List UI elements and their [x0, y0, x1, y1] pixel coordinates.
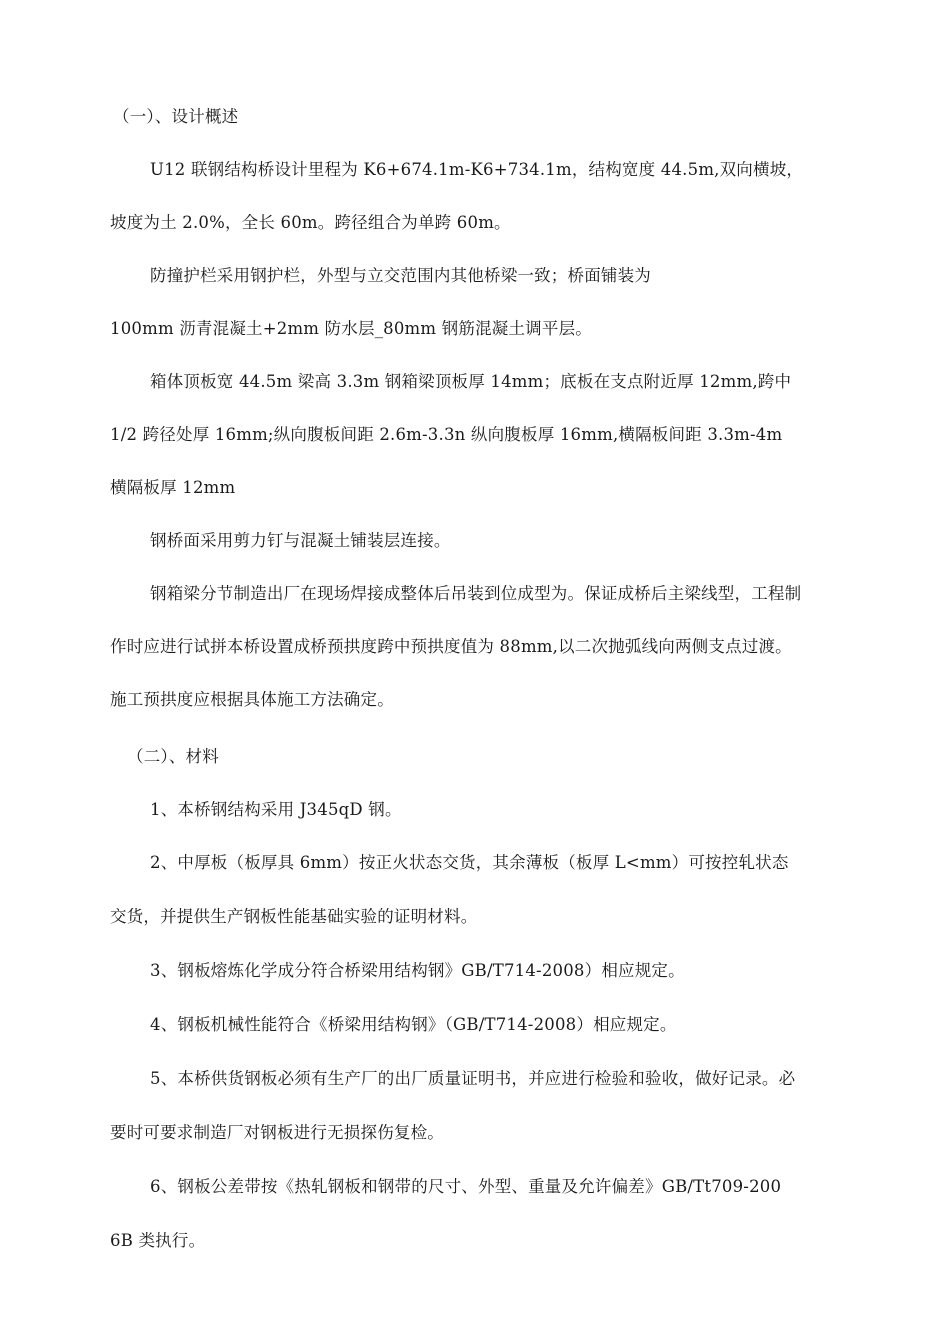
paragraph-line: 交货，并提供生产钢板性能基础实验的证明材料。	[110, 907, 478, 926]
paragraph-line: 钢箱梁分节制造出厂在现场焊接成整体后吊装到位成型为。保证成桥后主梁线型，工程制	[150, 584, 802, 603]
paragraph-line: 横隔板厚 12mm	[110, 478, 236, 497]
paragraph-line: 施工预拱度应根据具体施工方法确定。	[110, 690, 394, 709]
paragraph-line: 作时应进行试拼本桥设置成桥预拱度跨中预拱度值为 88mm,以二次抛弧线向两侧支点过渡。	[110, 637, 792, 656]
list-item: 3、钢板熔炼化学成分符合桥梁用结构钢》GB/T714-2008）相应规定。	[150, 961, 685, 980]
paragraph-line: 要时可要求制造厂对钢板进行无损探伤复检。	[110, 1123, 444, 1142]
paragraph-line: 防撞护栏采用钢护栏，外型与立交范围内其他桥梁一致；桥面铺装为	[150, 266, 651, 285]
section-heading-design-overview: （一）、设计概述	[113, 107, 239, 126]
paragraph-line: 6B 类执行。	[110, 1231, 206, 1250]
paragraph-line: 1/2 跨径处厚 16mm;纵向腹板间距 2.6m-3.3n 纵向腹板厚 16mm,横隔板间距 3.3m-4m	[110, 425, 783, 444]
list-item: 4、钢板机械性能符合《桥梁用结构钢》（GB/T714-2008）相应规定。	[150, 1015, 677, 1034]
paragraph-line: 坡度为土 2.0%，全长 60m。跨径组合为单跨 60m。	[110, 213, 511, 232]
list-item: 6、钢板公差带按《热轧钢板和钢带的尺寸、外型、重量及允许偏差》GB/Tt709-200	[150, 1177, 782, 1196]
section-heading-materials: （二）、材料	[127, 747, 219, 766]
list-item: 5、本桥供货钢板必须有生产厂的出厂质量证明书，并应进行检验和验收，做好记录。必	[150, 1069, 796, 1088]
paragraph-line: 箱体顶板宽 44.5m 梁高 3.3m 钢箱梁顶板厚 14mm；底板在支点附近厚 12mm,跨中	[150, 372, 792, 391]
paragraph-line: 钢桥面采用剪力钉与混凝土铺装层连接。	[150, 531, 451, 550]
paragraph-line: U12 联钢结构桥设计里程为 K6+674.1m-K6+734.1m，结构宽度 44.5m,双向横坡，	[150, 160, 804, 179]
list-item: 2、中厚板（板厚具 6mm）按正火状态交货，其余薄板（板厚 L<mm）可按控轧状态	[150, 853, 789, 872]
list-item: 1、本桥钢结构采用 J345qD 钢。	[150, 800, 402, 819]
paragraph-line: 100mm 沥青混凝土+2mm 防水层_80mm 钢筋混凝土调平层。	[110, 319, 592, 338]
